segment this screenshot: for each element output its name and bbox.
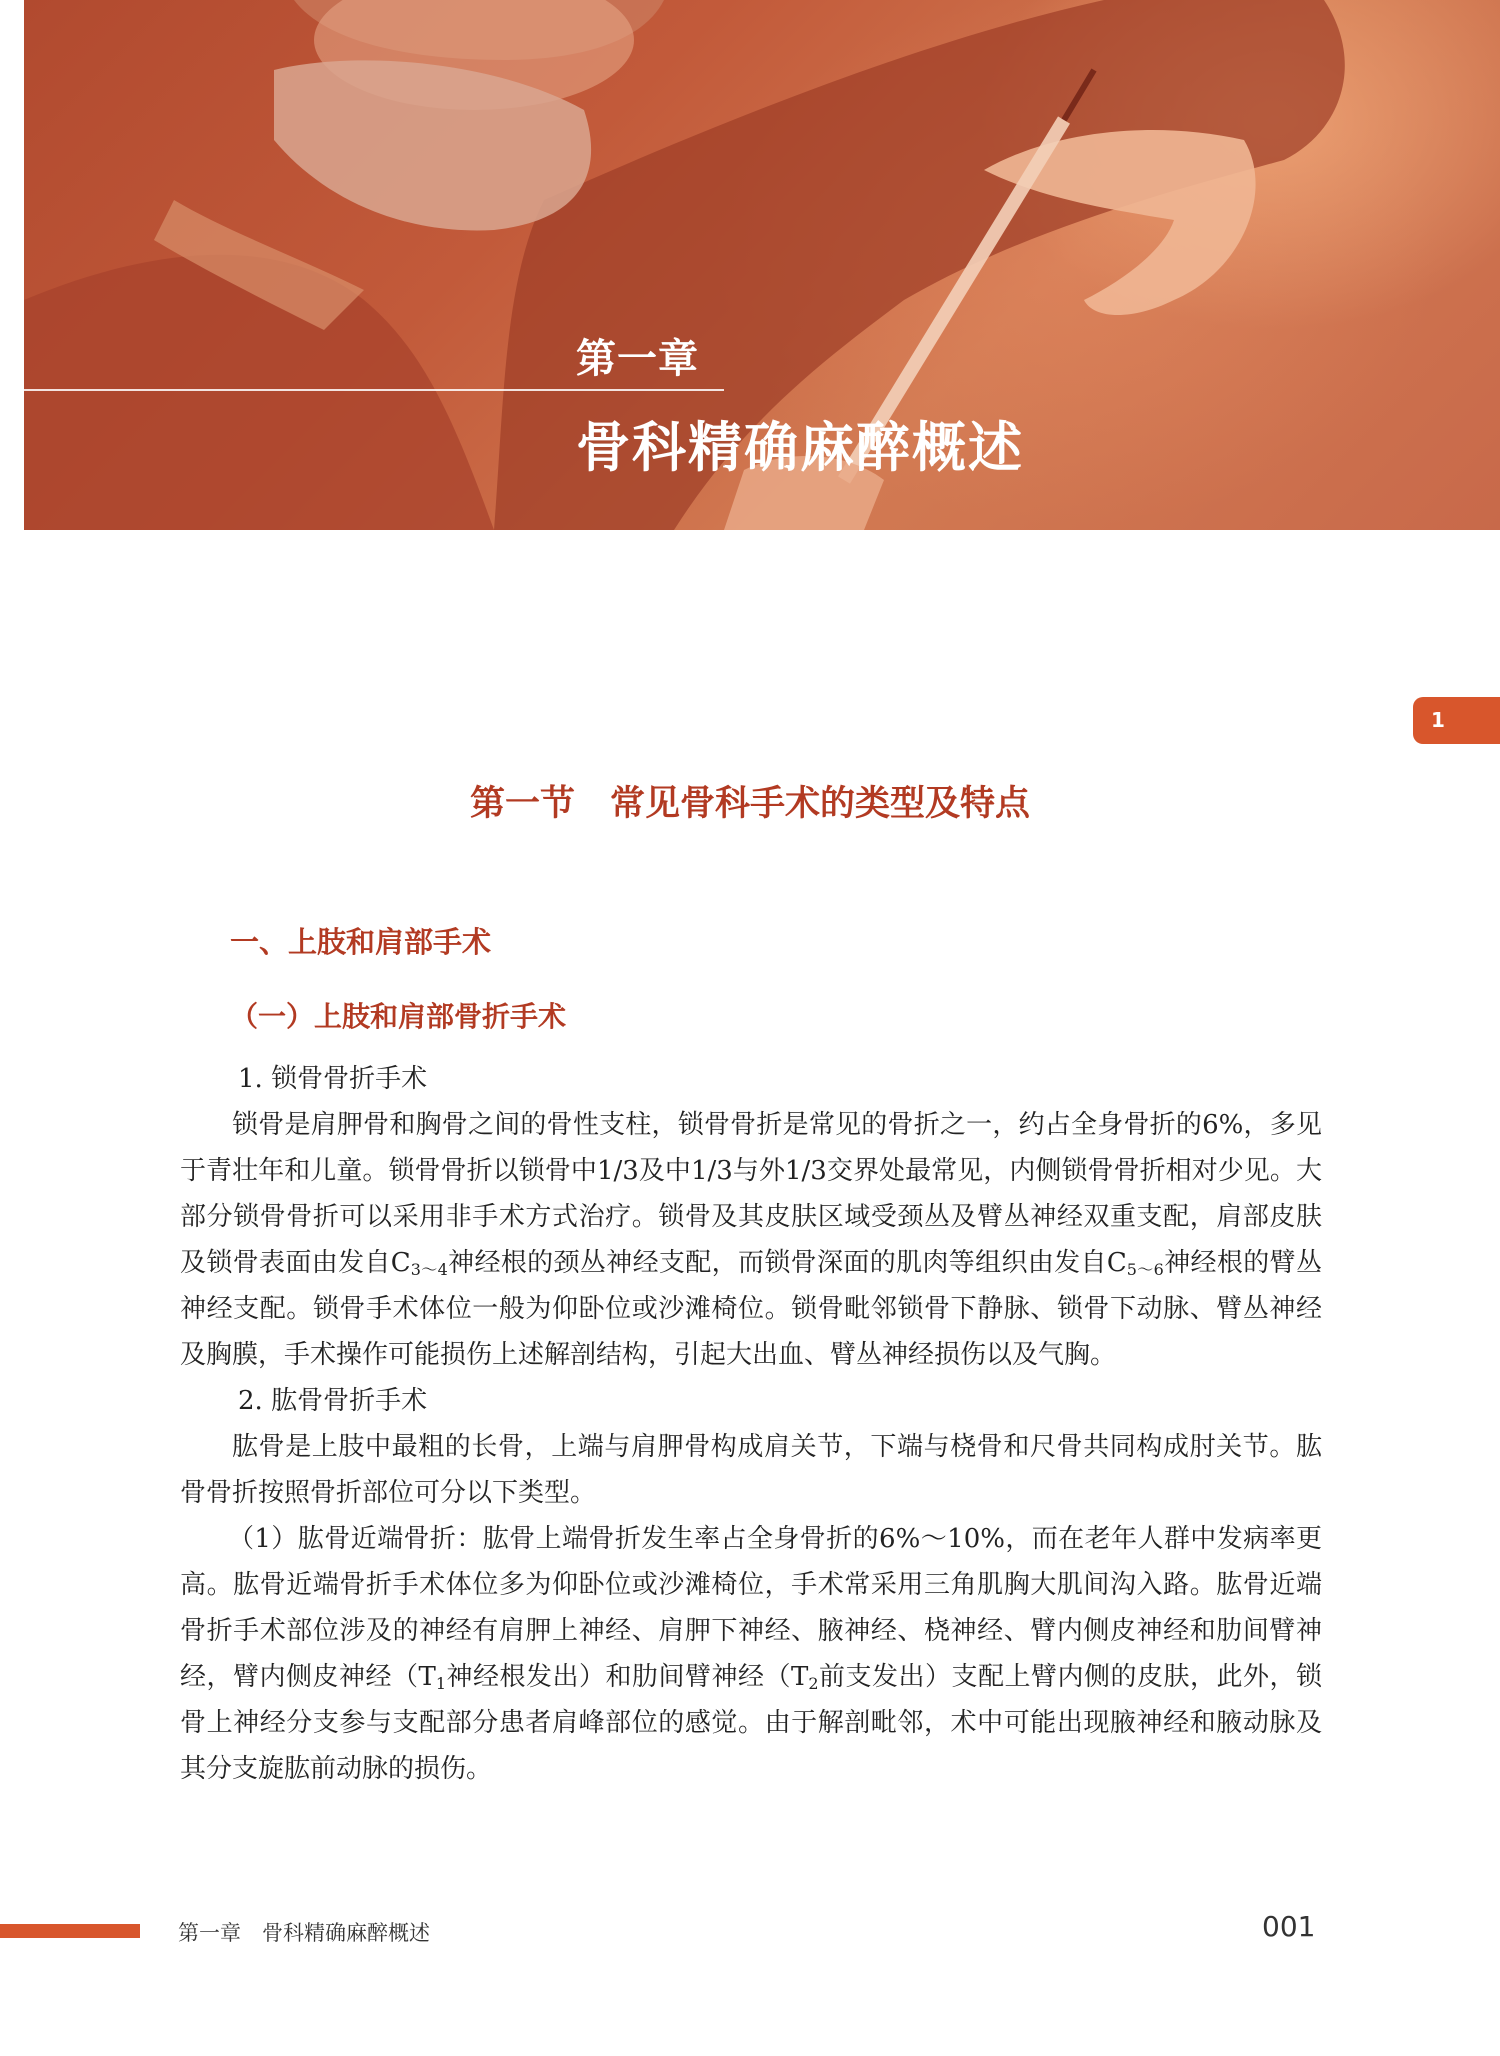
footer-chapter: 第一章 骨科精确麻醉概述 (178, 1921, 430, 1945)
page-number: 001 (1262, 1910, 1316, 1943)
banner-divider (24, 389, 724, 391)
paragraph-proximal-humerus: （1）肱骨近端骨折：肱骨上端骨折发生率占全身骨折的6%～10%，而在老年人群中发病率更高。肱骨近端骨折手术体位多为仰卧位或沙滩椅位，手术常采用三角肌胸大肌间沟入路。肱骨近端骨折手术部位涉及的神经有肩胛上神经、肩胛下神经、腋神经、桡神经、臂内侧皮神经和肋间臂神经，臂内侧皮神经（$T_1$神经根发出）和肋间臂神经（$T_2$前支发出）支配上臂内侧的皮肤，此外，锁骨上神经分支参与支配部分患者肩峰部位的感觉。由于解剖毗邻，术中可能出现腋神经和腋动脉及其分支旋肱前动脉的损伤。 (180, 1524, 1322, 1784)
heading-level-2: （一）上肢和肩部骨折手术 (230, 1000, 567, 1033)
chapter-label: 第一章 (576, 336, 699, 382)
footer-accent-bar (0, 1924, 140, 1938)
page-tab: 1 (1413, 697, 1500, 744)
body-content (180, 1056, 1322, 1792)
subheading-humerus: 2. 肱骨骨折手术 (238, 1386, 428, 1416)
paragraph-clavicle: 锁骨是肩胛骨和胸骨之间的骨性支柱，锁骨骨折是常见的骨折之一，约占全身骨折的6%，多见于青壮年和儿童。锁骨骨折以锁骨中1/3及中1/3与外1/3交界处最常见，内侧锁骨骨折相对少见。大部分锁骨骨折可以采用非手术方式治疗。锁骨及其皮肤区域受颈丛及臂丛神经双重支配，肩部皮肤及锁骨表面由发自$C_{3\sim 4}$神经根的颈丛神经支配，而锁骨深面的肌肉等组织由发自$C_{5\sim 6}$神经根的臂丛神经支配。锁骨手术体位一般为仰卧位或沙滩椅位。锁骨毗邻锁骨下静脉、锁骨下动脉、臂丛神经及胸膜，手术操作可能损伤上述解剖结构，引起大出血、臂丛神经损伤以及气胸。 (180, 1110, 1322, 1370)
subheading-clavicle: 1. 锁骨骨折手术 (238, 1064, 428, 1094)
chapter-banner (24, 0, 1500, 530)
section-title: 第一节 常见骨科手术的类型及特点 (469, 784, 1030, 824)
paragraph-humerus: 肱骨是上肢中最粗的长骨，上端与肩胛骨构成肩关节，下端与桡骨和尺骨共同构成肘关节。肱骨骨折按照骨折部位可分以下类型。 (180, 1432, 1322, 1508)
chapter-title: 骨科精确麻醉概述 (576, 416, 1024, 479)
heading-level-1: 一、上肢和肩部手术 (230, 925, 492, 959)
